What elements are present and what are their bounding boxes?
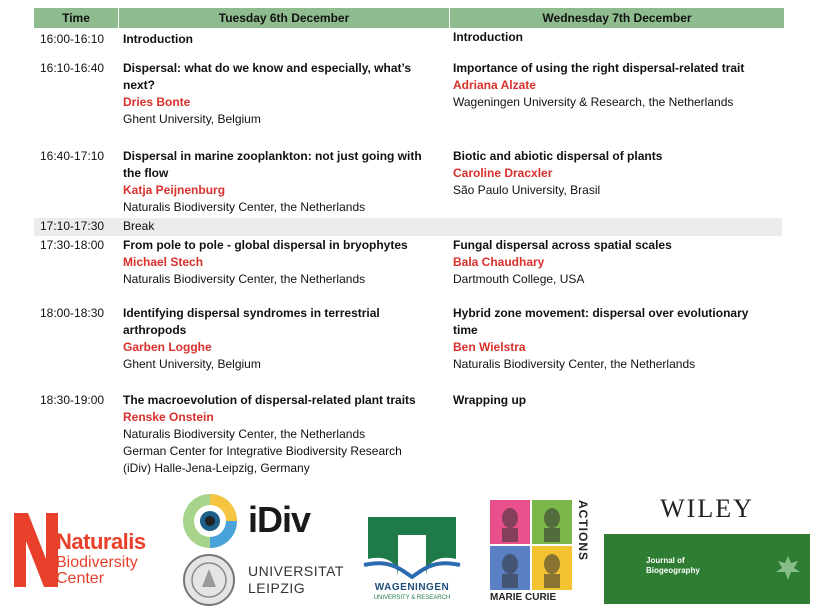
journal-banner: [604, 534, 810, 604]
table-row: [34, 237, 782, 288]
leipzig-line1: UNIVERSITAT: [248, 563, 344, 579]
session-tuesday: [118, 392, 448, 477]
session-tuesday: [118, 237, 448, 288]
session-wednesday: [448, 237, 782, 288]
idiv-icon: [182, 493, 238, 549]
speaker-affiliation: Dartmouth College, USA: [453, 272, 585, 286]
session-wednesday: [448, 148, 782, 216]
wiley-journal-logo: [604, 494, 810, 606]
talk-title: Introduction: [453, 30, 523, 44]
session-time: 16:40-17:10: [40, 149, 105, 163]
leipzig-seal-icon: [182, 553, 236, 607]
speaker-name: Renske Onstein: [123, 410, 214, 424]
naturalis-name: Naturalis: [56, 529, 146, 554]
talk-title: Hybrid zone movement: dispersal over evolutionary time: [453, 306, 749, 337]
speaker-name: Garben Logghe: [123, 340, 212, 354]
wageningen-sub: UNIVERSITY & RESEARCH: [373, 595, 451, 601]
wiley-name: WILEY: [660, 494, 754, 523]
session-time: 18:30-19:00: [40, 393, 105, 407]
table-row: [34, 31, 782, 48]
session-wednesday: [448, 392, 782, 477]
session-tuesday: [118, 148, 448, 216]
leipzig-name: [248, 563, 344, 597]
speaker-name: Adriana Alzate: [453, 78, 536, 92]
talk-title: Dispersal in marine zooplankton: not just going with the flow: [123, 149, 422, 180]
session-tuesday: [118, 60, 448, 128]
speaker-name: Dries Bonte: [123, 95, 191, 109]
marie-curie-logo: [490, 500, 594, 606]
talk-title: Fungal dispersal across spatial scales: [453, 238, 672, 252]
wageningen-name: WAGENINGEN: [374, 582, 450, 593]
schedule-table: [34, 8, 782, 475]
session-tuesday: [118, 305, 448, 373]
speaker-affiliation: Naturalis Biodiversity Center, the Netherlands: [123, 272, 366, 286]
idiv-name: iDiv: [248, 499, 311, 540]
leaf-icon: [774, 554, 802, 582]
talk-title: Wrapping up: [453, 393, 527, 407]
naturalis-logo: [12, 507, 172, 595]
naturalis-line3: Center: [56, 570, 105, 587]
naturalis-line2: Biodiversity: [56, 554, 138, 571]
speaker-name: Caroline Dracxler: [453, 166, 553, 180]
wageningen-arch-icon: [360, 515, 464, 579]
idiv-leipzig-logo: [182, 493, 342, 603]
table-header: [34, 8, 782, 28]
journal-title: [646, 556, 700, 576]
speaker-name: Bala Chaudhary: [453, 255, 545, 269]
speaker-affiliation: German Center for Integrative Biodiversity Research: [123, 444, 402, 458]
speaker-affiliation: (iDiv) Halle-Jena-Leipzig, Germany: [123, 461, 310, 475]
talk-title: Dispersal: what do we know and especially, what’s next?: [123, 61, 412, 92]
session-time: 16:00-16:10: [40, 32, 105, 46]
speaker-affiliation: Naturalis Biodiversity Center, the Netherlands: [453, 357, 696, 371]
table-row: [34, 60, 782, 128]
session-wednesday: [448, 60, 782, 128]
speaker-affiliation: São Paulo University, Brasil: [453, 183, 601, 197]
leipzig-line2: LEIPZIG: [248, 580, 306, 596]
speaker-name: Michael Stech: [123, 255, 204, 269]
mc-actions-label: ACTIONS: [576, 500, 590, 561]
journal-title-line1: Journal of: [646, 556, 685, 565]
header-day2: Wednesday 7th December: [450, 8, 784, 28]
speaker-affiliation: Wageningen University & Research, the Netherlands: [453, 95, 734, 109]
session-time: 17:30-18:00: [40, 238, 105, 252]
journal-title-line2: Biogeography: [646, 566, 700, 575]
header-day1: Tuesday 6th December: [118, 8, 450, 28]
speaker-name: Ben Wielstra: [453, 340, 526, 354]
session-time: 17:10-17:30: [40, 219, 105, 233]
table-row: [34, 305, 782, 373]
naturalis-n-icon: [12, 507, 60, 591]
session-time: 18:00-18:30: [40, 306, 105, 320]
talk-title: The macroevolution of dispersal-related plant traits: [123, 393, 416, 407]
talk-title: Identifying dispersal syndromes in terrestrial arthropods: [123, 306, 380, 337]
break-label: Break: [123, 219, 155, 233]
session-time: 16:10-16:40: [40, 61, 105, 75]
mc-label: MARIE CURIE: [490, 592, 557, 603]
table-row: [34, 392, 782, 477]
talk-title: Importance of using the right dispersal-related trait: [453, 61, 745, 75]
mc-portrait-icon: [490, 500, 572, 590]
talk-title: Biotic and abiotic dispersal of plants: [453, 149, 663, 163]
speaker-affiliation: Ghent University, Belgium: [123, 357, 261, 371]
talk-title: From pole to pole - global dispersal in bryophytes: [123, 238, 408, 252]
wageningen-logo: [360, 515, 464, 605]
speaker-name: Katja Peijnenburg: [123, 183, 226, 197]
session-wednesday: [448, 29, 782, 48]
header-time: Time: [34, 8, 118, 28]
speaker-affiliation: Naturalis Biodiversity Center, the Netherlands: [123, 427, 366, 441]
session-tuesday: [118, 31, 448, 48]
break-row: [34, 218, 782, 236]
speaker-affiliation: Naturalis Biodiversity Center, the Netherlands: [123, 200, 366, 214]
table-row: [34, 148, 782, 216]
talk-title: Introduction: [123, 32, 193, 46]
speaker-affiliation: Ghent University, Belgium: [123, 112, 261, 126]
session-wednesday: [448, 305, 782, 373]
